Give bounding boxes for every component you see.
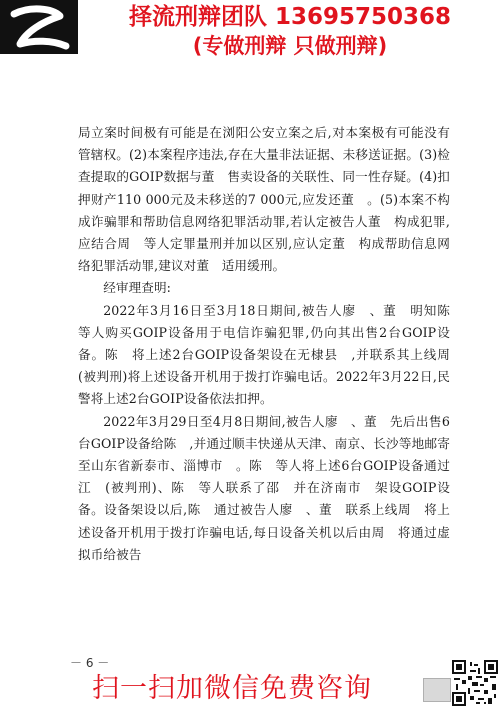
logo-icon xyxy=(0,0,78,54)
document-body xyxy=(78,122,463,566)
header-subtitle: (专做刑辩 只做刑辩) xyxy=(192,34,388,58)
paragraph-finding-heading: 经审理查明: xyxy=(103,280,171,296)
header-banner xyxy=(80,2,500,60)
paragraph-fact-2: 2022年3月29日至4月8日期间,被告人廖 、董 先后出售6台GOIP设备给陈 ,并通过顺丰快递从天津、南京、长沙等地邮寄至山东省新泰市、淄博市 。陈 等人将上述6台GOIP设备通过江 (被判刑)、陈 等人联系了邵 并在济南市 架设GOIP设备。设备架设以后,陈 通过被告人廖 、董 联系上线周 将上述设备开机用于拨打诈骗电话,每日设备关机以后由周 将通过虚拟币给被告 xyxy=(78,413,450,562)
footer-cta: 扫一扫加微信免费咨询 xyxy=(92,673,372,704)
header-title: 择流刑辩团队 13695750368 xyxy=(128,4,452,30)
page-number: － 6 － xyxy=(70,656,110,670)
paragraph-defense-opinion: 局立案时间极有可能是在浏阳公安立案之后,对本案极有可能没有管辖权。(2)本案程序违法,存在大量非法证据、未移送证据。(3)检查提取的GOIP数据与董 售卖设备的关联性、同一性存疑。(4)扣押财产110 000元及未移送的7 000元,应发还董 。(5)本案不构成诈骗罪和帮助信息网络犯罪活动罪,若认定被告人董 构成犯罪,应结合周 等人定罪量刑并加以区别,应认定董 构成帮助信息网络犯罪活动罪,建议对董 适用缓刑。 xyxy=(78,125,450,274)
qr-code-icon[interactable] xyxy=(452,660,498,706)
paragraph-fact-1: 2022年3月16日至3月18日期间,被告人廖 、董 明知陈 等人购买GOIP设备用于电信诈骗犯罪,仍向其出售2台GOIP设备。陈 将上述2台GOIP设备架设在无棣县 ,并联系其上线周 (被判刑)将上述设备开机用于拨打诈骗电话。2022年3月22日,民警将上述2台GOIP设备依法扣押。 xyxy=(78,302,463,407)
badge-icon xyxy=(423,678,451,702)
